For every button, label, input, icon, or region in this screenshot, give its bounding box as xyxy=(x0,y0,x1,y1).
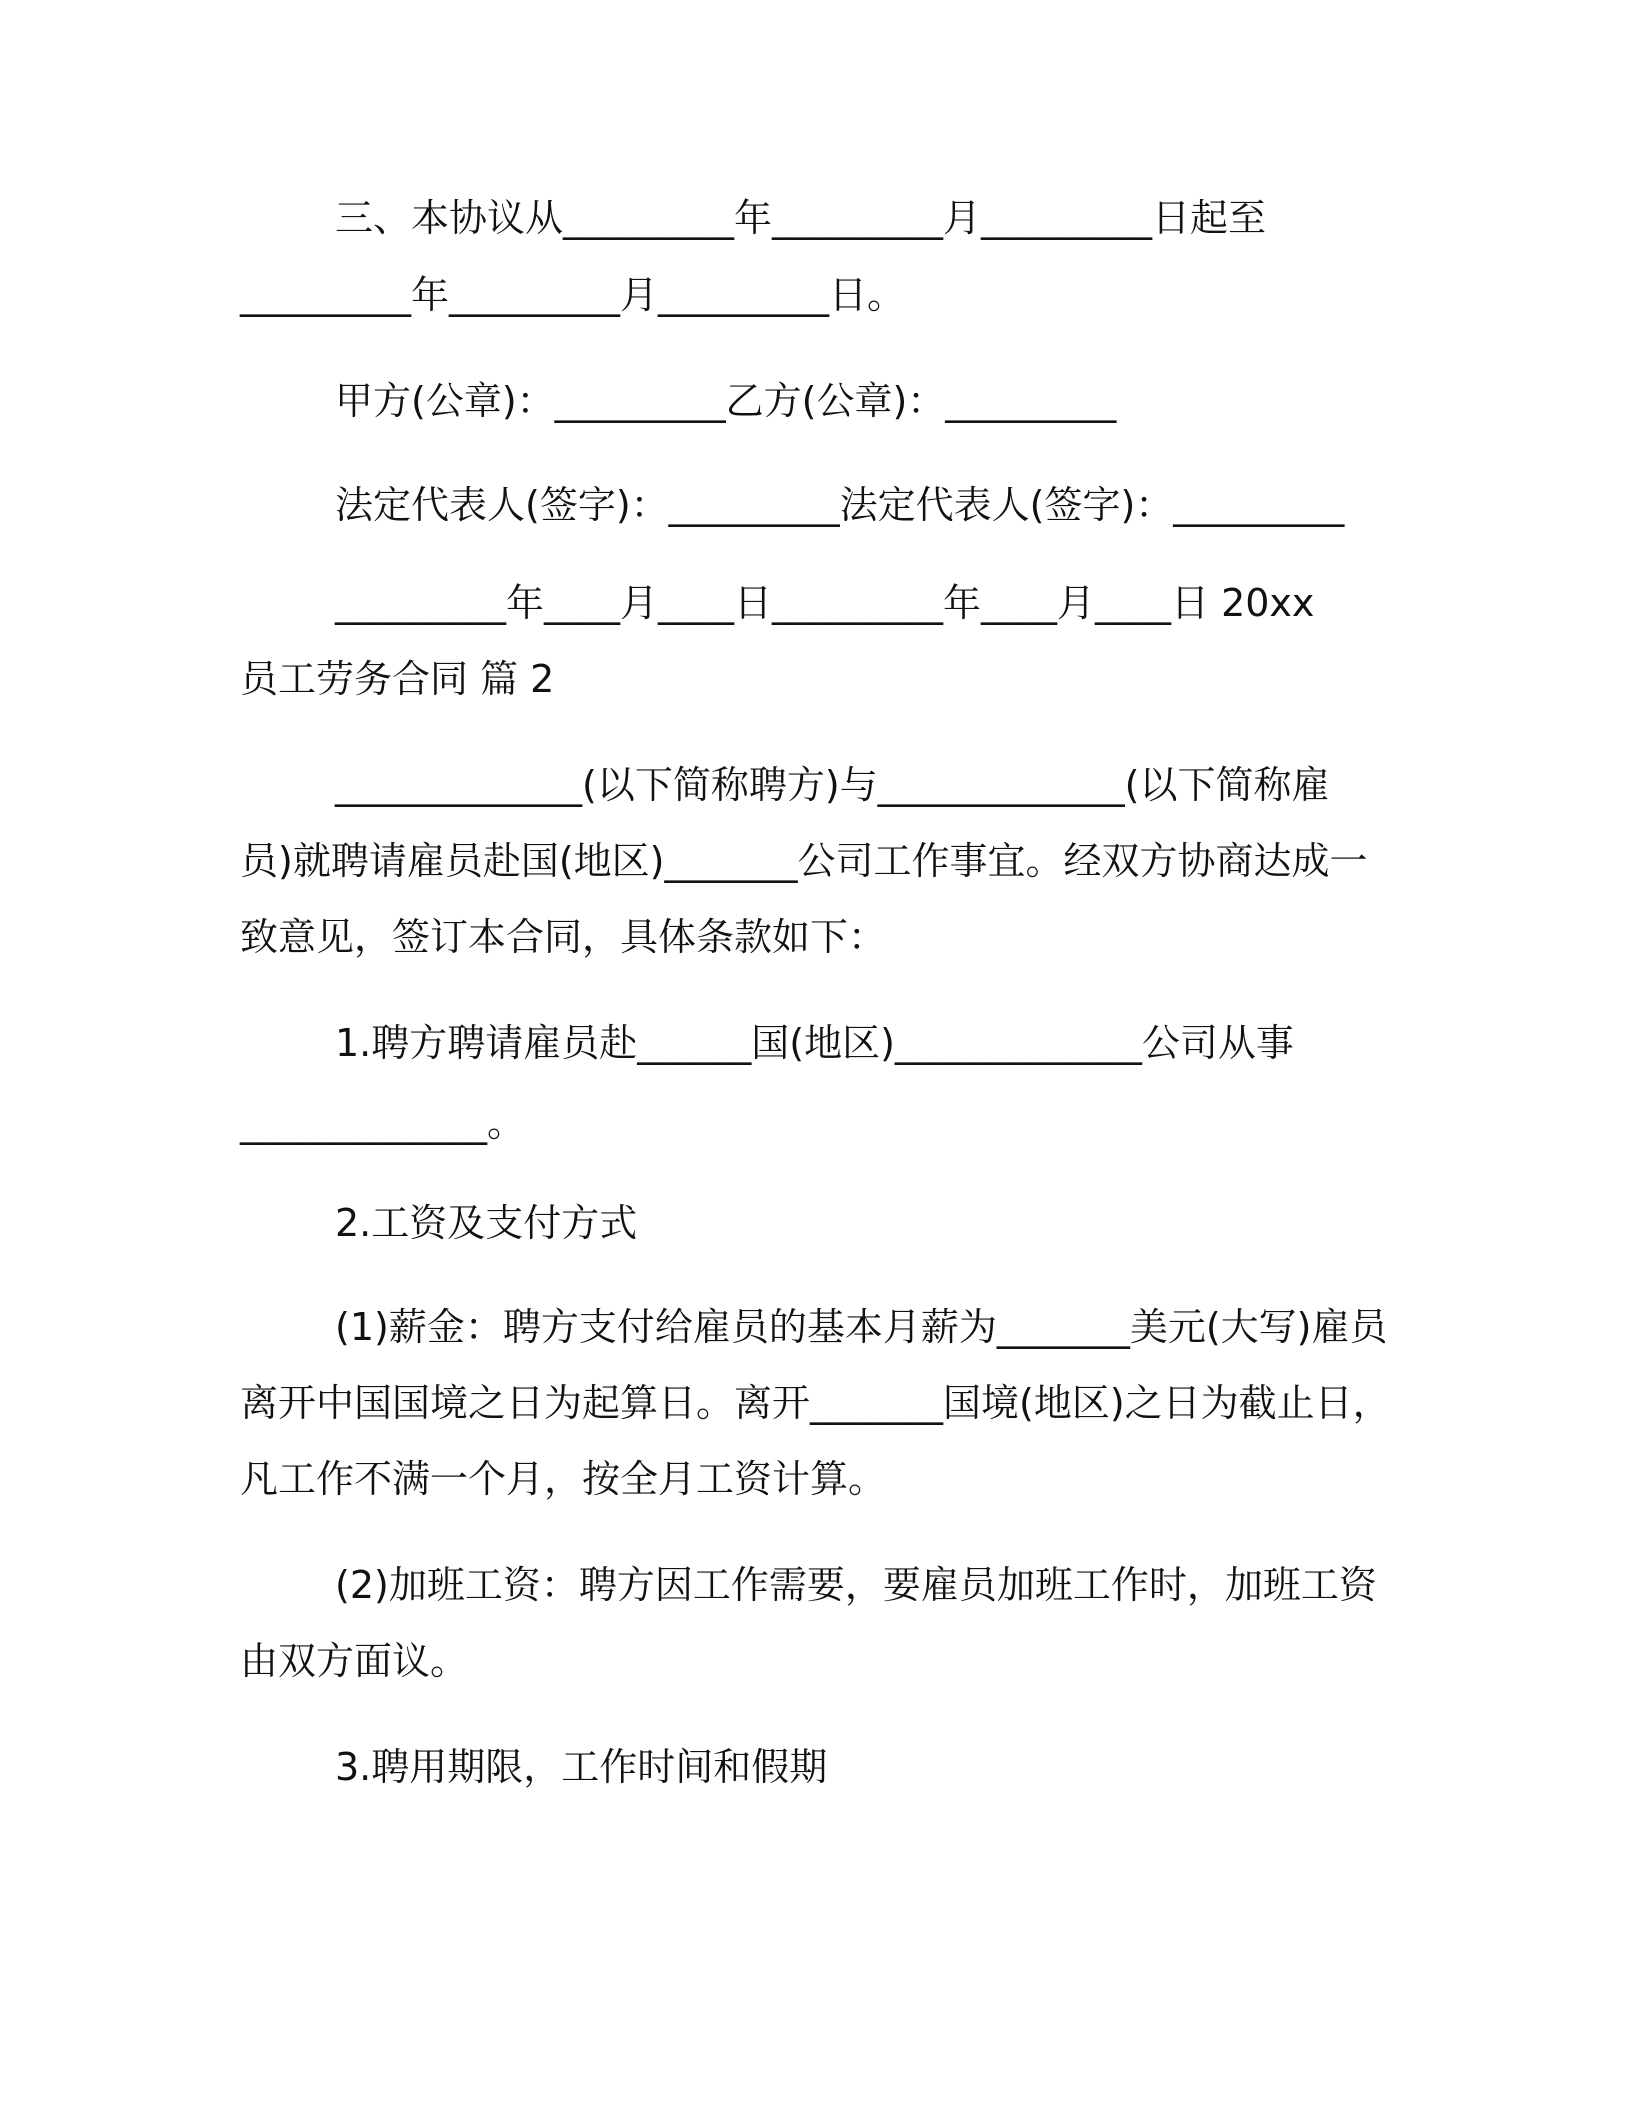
party-seal-line: 甲方(公章)：_________乙方(公章)：_________ xyxy=(335,379,1117,423)
legal-representative-line: 法定代表人(签字)：_________法定代表人(签字)：_________ xyxy=(335,483,1345,527)
intro-line-2: 员)就聘请雇员赴国(地区)_______公司工作事宜。经双方协商达成一 xyxy=(240,839,1368,883)
section-title: 员工劳务合同 篇 2 xyxy=(240,657,555,701)
intro-line-1: _____________(以下简称聘方)与_____________(以下简称雇 xyxy=(335,763,1330,807)
item-3-heading: 3.聘用期限，工作时间和假期 xyxy=(335,1745,828,1789)
salary-line-3: 凡工作不满一个月，按全月工资计算。 xyxy=(240,1457,887,1501)
item-1-line-2: _____________。 xyxy=(240,1101,526,1145)
signing-date-line: _________年____月____日_________年____月____日 20xx xyxy=(335,581,1315,625)
intro-line-3: 致意见，签订本合同，具体条款如下： xyxy=(240,915,887,959)
overtime-line-1: (2)加班工资：聘方因工作需要，要雇员加班工作时，加班工资 xyxy=(335,1563,1377,1607)
salary-line-1: (1)薪金：聘方支付给雇员的基本月薪为_______美元(大写)雇员 xyxy=(335,1305,1388,1349)
clause-3-term-line-2: _________年_________月_________日。 xyxy=(240,273,906,317)
overtime-line-2: 由双方面议。 xyxy=(240,1639,469,1683)
item-2-heading: 2.工资及支付方式 xyxy=(335,1201,638,1245)
clause-3-term-line-1: 三、本协议从_________年_________月_________日起至 xyxy=(335,196,1267,240)
salary-line-2: 离开中国国境之日为起算日。离开_______国境(地区)之日为截止日， xyxy=(240,1381,1391,1425)
item-1-line-1: 1.聘方聘请雇员赴______国(地区)_____________公司从事 xyxy=(335,1021,1294,1065)
